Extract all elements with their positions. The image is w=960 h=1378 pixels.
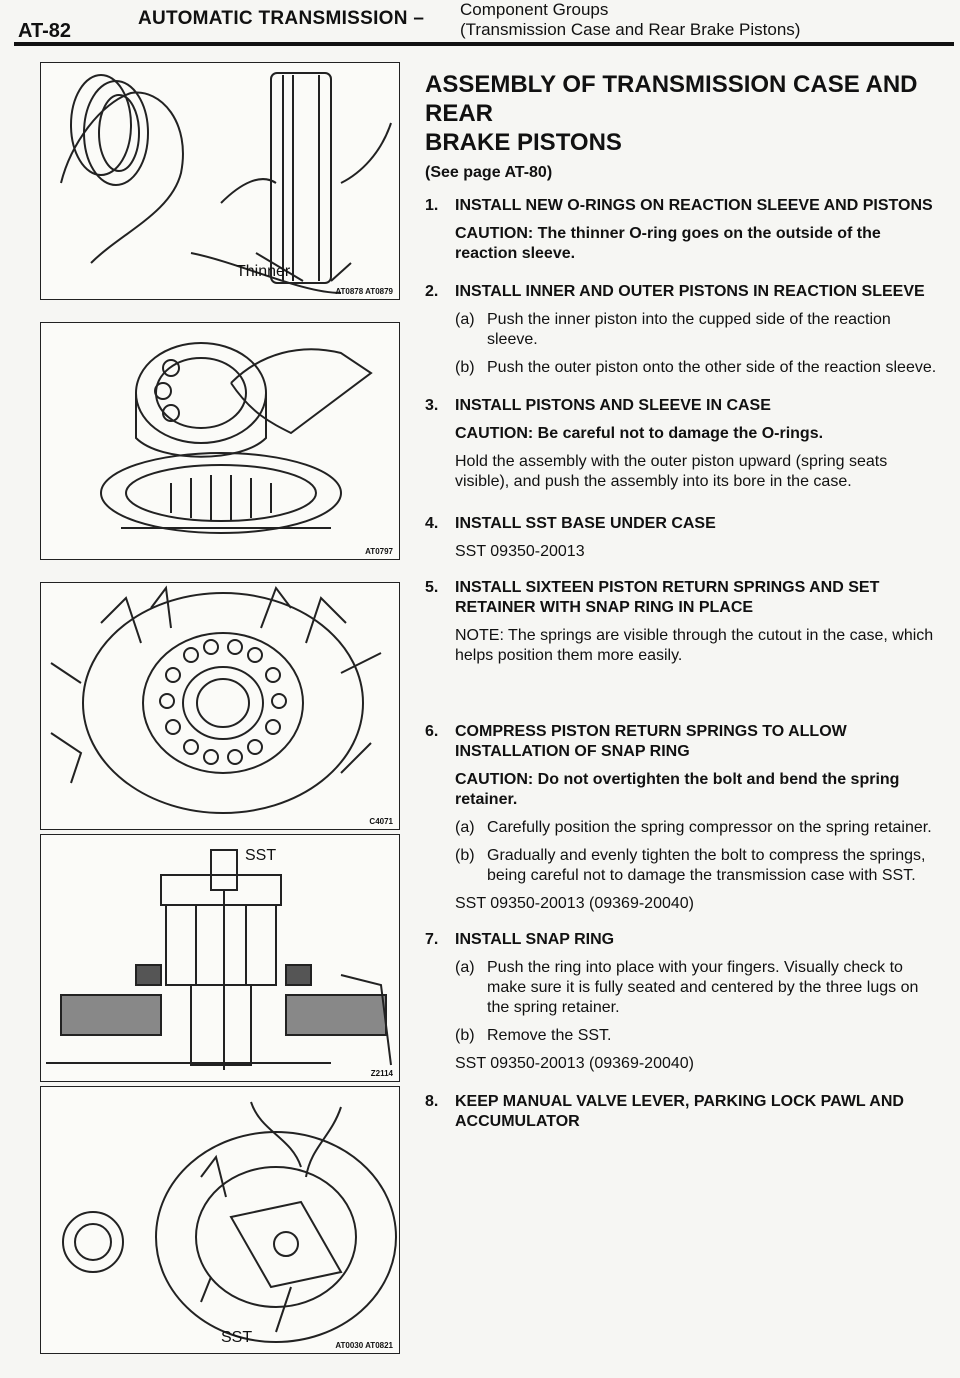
step-title: INSTALL INNER AND OUTER PISTONS IN REACTION SLEEVE — [455, 283, 925, 300]
step-1 — [425, 196, 945, 264]
substep-b: (b) Gradually and evenly tighten the bolt to compress the springs, being careful not to damage the transmission case with SST. — [455, 847, 926, 884]
figure-piston-push — [40, 322, 400, 560]
figure-snapring-drawing — [41, 1087, 399, 1353]
title-line-1: ASSEMBLY OF TRANSMISSION CASE AND REAR — [425, 71, 918, 127]
figure-orings — [40, 62, 400, 300]
figure-return-springs — [40, 582, 400, 830]
step-number: 2. — [425, 283, 439, 300]
step-number: 1. — [425, 197, 439, 214]
page-header — [0, 0, 960, 50]
step-sst: SST 09350-20013 — [455, 543, 585, 560]
step-sst: SST 09350-20013 (09369-20040) — [455, 1055, 694, 1072]
step-caution: CAUTION: Be careful not to damage the O-rings. — [455, 425, 824, 442]
step-number: 4. — [425, 515, 439, 532]
page-reference: (See page AT-80) — [425, 164, 553, 181]
figure-code: AT0797 — [365, 547, 393, 556]
step-title: INSTALL PISTONS AND SLEEVE IN CASE — [455, 397, 771, 414]
figure-label-sst: SST — [221, 1329, 253, 1346]
step-6 — [425, 722, 945, 914]
substep-b: (b) Remove the SST. — [455, 1027, 612, 1044]
figure-compressor-drawing — [41, 835, 399, 1081]
substep-b: (b) Push the outer piston onto the other side of the reaction sleeve. — [455, 359, 937, 376]
section-title: AUTOMATIC TRANSMISSION – — [138, 8, 425, 29]
step-2 — [425, 282, 945, 378]
step-title: INSTALL SST BASE UNDER CASE — [455, 515, 716, 532]
step-4 — [425, 514, 945, 562]
step-number: 3. — [425, 397, 439, 414]
figure-snap-ring — [40, 1086, 400, 1354]
step-5 — [425, 578, 945, 666]
step-title: INSTALL SIXTEEN PISTON RETURN SPRINGS AND SET RETAINER WITH SNAP RING IN PLACE — [455, 579, 880, 616]
step-8 — [425, 1092, 945, 1132]
step-sst: SST 09350-20013 (09369-20040) — [455, 895, 694, 912]
step-title: COMPRESS PISTON RETURN SPRINGS TO ALLOW INSTALLATION OF SNAP RING — [455, 723, 847, 760]
substep-a: (a) Push the ring into place with your fingers. Visually check to make sure it is fully seated and centered by the three lugs on the spring retainer. — [455, 959, 919, 1016]
step-3 — [425, 396, 945, 492]
header-rule — [14, 42, 954, 46]
figure-orings-drawing — [41, 63, 399, 299]
step-number: 5. — [425, 579, 439, 596]
figure-label-thinner: Thinner — [236, 263, 291, 280]
figure-piston-drawing — [41, 323, 399, 559]
step-caution: CAUTION: Do not overtighten the bolt and bend the spring retainer. — [455, 771, 900, 808]
figure-springs-drawing — [41, 583, 399, 829]
substep-a: (a) Carefully position the spring compressor on the spring retainer. — [455, 819, 932, 836]
page-title — [425, 70, 945, 157]
header-subtitle-2: (Transmission Case and Rear Brake Pistons) — [460, 20, 801, 39]
step-note: NOTE: The springs are visible through the cutout in the case, which helps position them more easily. — [455, 627, 934, 664]
step-number: 6. — [425, 723, 439, 740]
substep-a: (a) Push the inner piston into the cupped side of the reaction sleeve. — [455, 311, 891, 348]
step-7 — [425, 930, 945, 1074]
page-number: AT-82 — [18, 20, 71, 42]
step-number: 7. — [425, 931, 439, 948]
step-text: Hold the assembly with the outer piston upward (spring seats visible), and push the assembly into its bore in the case. — [455, 453, 888, 490]
figure-code: C4071 — [369, 817, 393, 826]
step-number: 8. — [425, 1093, 439, 1110]
title-line-2: BRAKE PISTONS — [425, 129, 622, 156]
step-title: INSTALL NEW O-RINGS ON REACTION SLEEVE AND PISTONS — [455, 197, 933, 214]
step-caution: CAUTION: The thinner O-ring goes on the outside of the reaction sleeve. — [455, 225, 881, 262]
step-title: INSTALL SNAP RING — [455, 931, 615, 948]
step-title: KEEP MANUAL VALVE LEVER, PARKING LOCK PAWL AND ACCUMULATOR — [455, 1093, 904, 1130]
instructions-column — [425, 70, 945, 1132]
figure-spring-compressor — [40, 834, 400, 1082]
figure-code: AT0878 AT0879 — [335, 287, 393, 296]
figure-code: Z2114 — [370, 1069, 393, 1078]
header-subtitle-1: Component Groups — [460, 0, 609, 19]
figure-code: AT0030 AT0821 — [335, 1341, 393, 1350]
figure-label-sst: SST — [245, 847, 277, 864]
